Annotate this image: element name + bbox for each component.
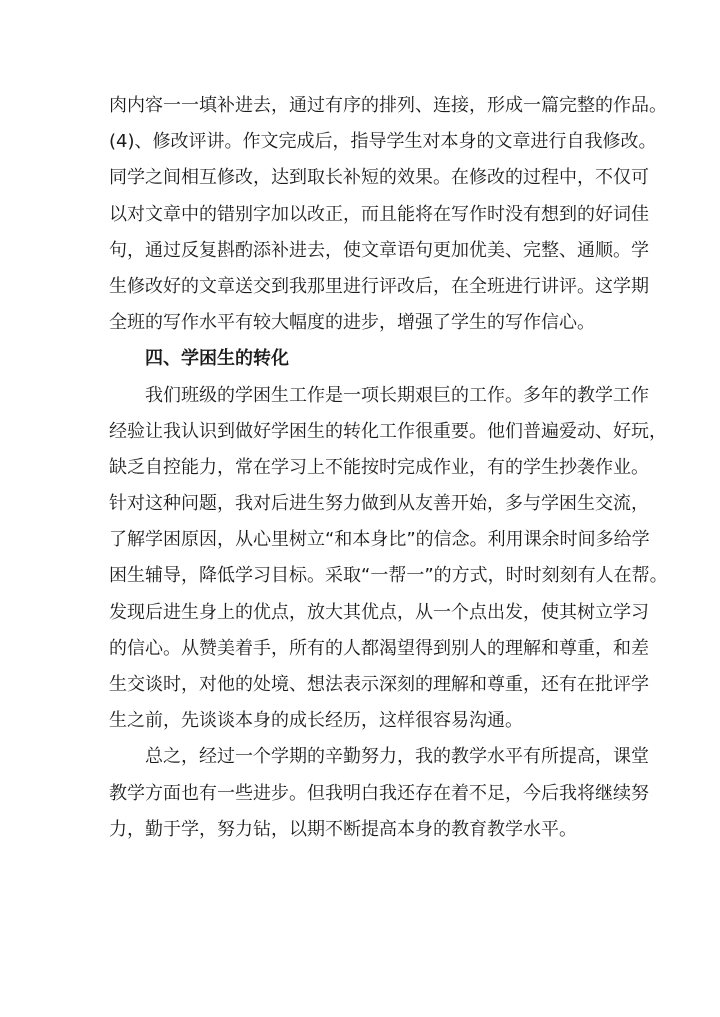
text-line: 同学之间相互修改，达到取长补短的效果。在修改的过程中，不仅可 — [109, 167, 649, 189]
text-line: 肉内容一一填补进去，通过有序的排列、连接，形成一篇完整的作品。 — [109, 95, 667, 116]
document-body — [109, 88, 668, 848]
text-line: 经验让我认识到做好学困生的转化工作很重要。他们普遍爱动、好玩， — [109, 420, 667, 442]
text-line: 生交谈时，对他的处境、想法表示深刻的理解和尊重，还有在批评学 — [109, 674, 649, 695]
text-line: 发现后进生身上的优点，放大其优点，从一个点出发，使其树立学习 — [109, 601, 649, 623]
text-line: 针对这种问题，我对后进生努力做到从友善开始，多与学困生交流， — [109, 493, 649, 515]
paragraph-last-line: 生之前，先谈谈本身的成长经历，这样很容易沟通。 — [109, 710, 523, 732]
text-line: 我们班级的学困生工作是一项长期艰巨的工作。多年的教学工作 — [109, 384, 649, 406]
paragraph-last-line: 全班的写作水平有较大幅度的进步，增强了学生的写作信心。 — [109, 312, 595, 334]
section-heading: 四、学困生的转化 — [109, 348, 289, 370]
text-line: 了解学困原因，从心里树立“和本身比”的信念。利用课余时间多给学 — [109, 529, 650, 551]
text-line: 的信心。从赞美着手，所有的人都渴望得到别人的理解和尊重，和差 — [109, 637, 649, 659]
text-line: 以对文章中的错别字加以改正，而且能将在写作时没有想到的好词佳 — [109, 203, 649, 225]
paragraph-last-line: 力，勤于学，努力钻，以期不断提高本身的教育教学水平。 — [109, 818, 577, 840]
text-line: 总之，经过一个学期的辛勤努力，我的教学水平有所提高，课堂 — [109, 746, 649, 768]
text-line: 生修改好的文章送交到我那里进行评改后，在全班进行讲评。这学期 — [109, 275, 649, 297]
text-line: 教学方面也有一些进步。但我明白我还存在着不足，今后我将继续努 — [109, 782, 649, 804]
text-line: 缺乏自控能力，常在学习上不能按时完成作业，有的学生抄袭作业。 — [109, 456, 649, 478]
text-line: 句，通过反复斟酌添补进去，使文章语句更加优美、完整、通顺。学 — [109, 239, 649, 261]
text-line: 困生辅导，降低学习目标。采取“一帮一”的方式，时时刻刻有人在帮。 — [109, 565, 668, 587]
text-line: (4)、修改评讲。作文完成后，指导学生对本身的文章进行自我修改。 — [109, 131, 657, 153]
